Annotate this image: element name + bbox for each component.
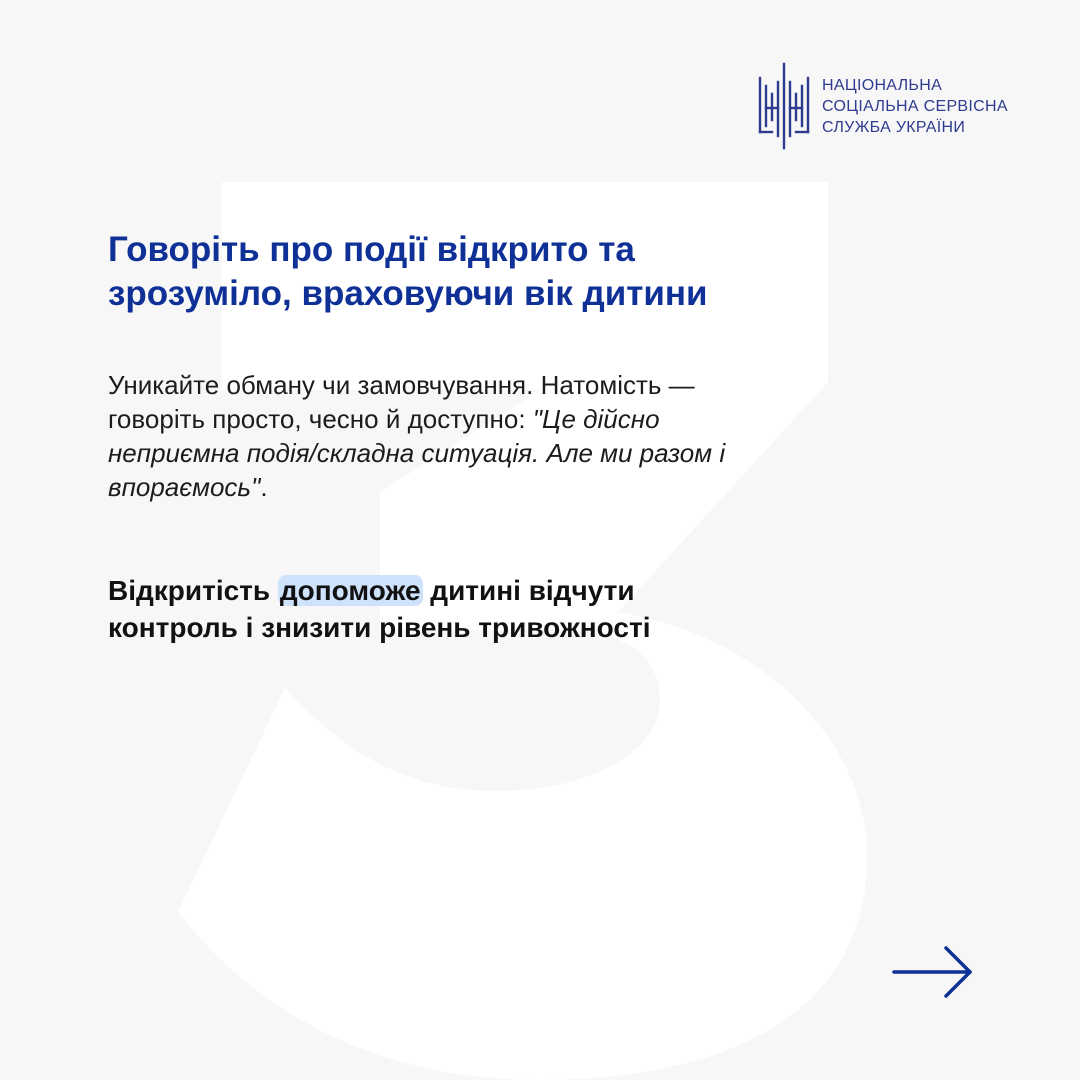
logo-line-1: НАЦІОНАЛЬНА (822, 76, 943, 94)
heading-line-2: зрозуміло, враховуючи вік дитини (108, 274, 708, 313)
key-message-start: Відкритість (108, 575, 278, 606)
next-slide-button[interactable] (890, 944, 974, 1000)
key-message-continued: дитині відчути (422, 575, 635, 606)
key-message (108, 572, 908, 646)
key-message-line-2: контроль і знизити рівень тривожності (108, 612, 651, 643)
advice-quote-middle: неприємна подія/складна ситуація. Але ми разом і (108, 438, 726, 468)
arrow-right-icon (890, 944, 974, 1000)
advice-paragraph (108, 368, 908, 504)
advice-line-1: Уникайте обману чи замовчування. Натомість — (108, 370, 695, 400)
advice-line-2: говоріть просто, чесно й доступно: (108, 404, 533, 434)
logo-title (822, 75, 1008, 138)
nssu-logo (756, 60, 1008, 152)
advice-quote-end: впораємось" (108, 472, 261, 502)
logo-line-3: СЛУЖБА УКРАЇНИ (822, 118, 966, 136)
advice-quote-start: "Це дійсно (532, 404, 660, 434)
highlighted-word: допоможе (279, 575, 421, 606)
nssu-emblem-icon (756, 60, 812, 152)
slide-heading (108, 228, 928, 316)
logo-line-2: СОЦІАЛЬНА СЕРВІСНА (822, 97, 1008, 115)
heading-line-1: Говоріть про події відкрито та (108, 230, 635, 269)
advice-period: . (260, 472, 268, 502)
